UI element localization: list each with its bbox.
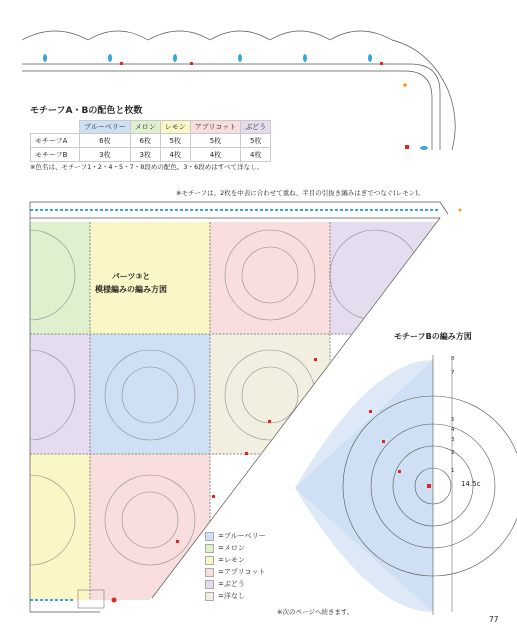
cell: 4枚 [190, 148, 240, 162]
cell: 5枚 [190, 134, 240, 148]
parts-label-line2: 模様編みの編み方図 [95, 285, 167, 294]
row-number: 1 [451, 468, 455, 474]
legend-label: =ぶどう [218, 580, 245, 588]
color-legend [205, 530, 266, 602]
legend-swatch [205, 532, 214, 541]
legend-swatch [205, 580, 214, 589]
legend-label: =アプリコット [218, 568, 266, 576]
legend-item [205, 578, 266, 590]
color-table-title: モチーフA・Bの配色と枚数 [30, 106, 143, 116]
header-apricot: アプリコット [190, 121, 240, 134]
cell: 3枚 [80, 148, 131, 162]
legend-swatch [205, 592, 214, 601]
cell: 4枚 [241, 148, 271, 162]
page-number: 77 [489, 615, 499, 624]
legend-label: =洋なし [218, 592, 245, 600]
row-number: 4 [451, 427, 455, 433]
cell: 6枚 [130, 134, 160, 148]
legend-item [205, 590, 266, 602]
header-blueberry: ブルーベリー [80, 121, 131, 134]
header-melon: メロン [130, 121, 160, 134]
cell: 5枚 [160, 134, 190, 148]
legend-item [205, 530, 266, 542]
row-label-motif-a: モチーフA [31, 134, 80, 148]
cell: 5枚 [241, 134, 271, 148]
row-number: 5 [451, 417, 455, 423]
legend-swatch [205, 556, 214, 565]
row-number: 3 [451, 437, 455, 443]
color-note: ※色名は、モチーフ1・2・4・5・7・8段めの配色。3・6段めはすべて洋なし。 [30, 163, 264, 171]
header-grape: ぶどう [241, 121, 271, 134]
cell: 6枚 [80, 134, 131, 148]
parts-label-line1: パーツ③と [111, 272, 151, 281]
legend-label: =レモン [218, 556, 245, 564]
legend-swatch [205, 568, 214, 577]
cell: 4枚 [160, 148, 190, 162]
legend-item [205, 554, 266, 566]
legend-swatch [205, 544, 214, 553]
row-label-motif-b: モチーフB [31, 148, 80, 162]
row-number: 7 [451, 370, 455, 376]
legend-label: =ブルーベリー [218, 532, 266, 540]
legend-item [205, 566, 266, 578]
dimension-label: 14.5c [461, 480, 481, 488]
row-number: 8 [451, 356, 455, 362]
row-number: 2 [451, 450, 455, 456]
legend-label: =メロン [218, 544, 245, 552]
motif-b-title: モチーフBの編み方図 [394, 332, 472, 341]
join-note: ※モチーフは、2枚を中表に合わせて重ね、半目の引抜き編みはぎでつなぐ(レモン)。 [176, 189, 425, 197]
continue-note: ※次のページへ続きます。 [277, 608, 354, 616]
cell: 3枚 [130, 148, 160, 162]
legend-item [205, 542, 266, 554]
header-lemon: レモン [160, 121, 190, 134]
